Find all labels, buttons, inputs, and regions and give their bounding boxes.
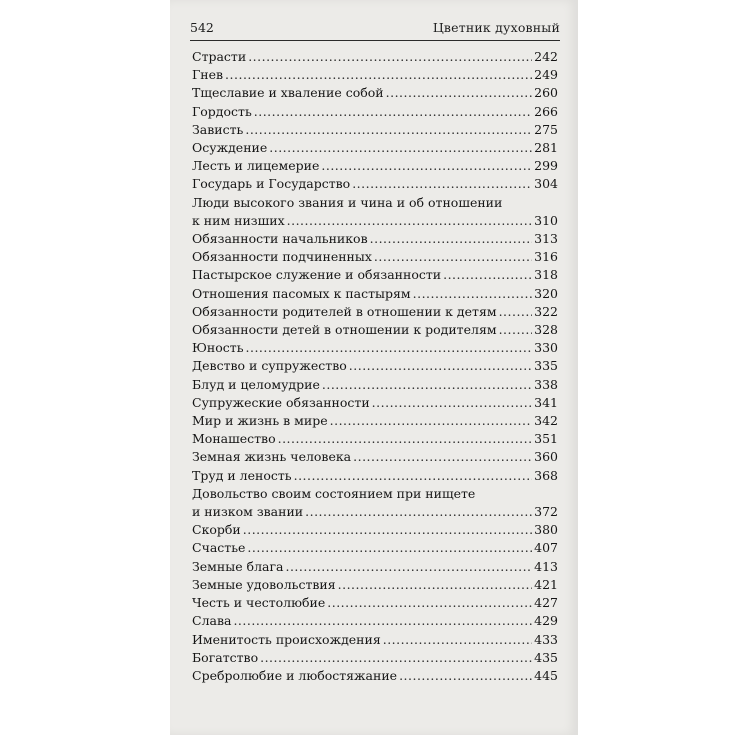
toc-entry-page: 427: [534, 595, 558, 611]
toc-entry-page: 380: [534, 522, 558, 538]
toc-entry: [192, 649, 558, 667]
toc-entry-title: Обязанности начальников: [192, 231, 368, 247]
toc-entry-page: 249: [534, 67, 558, 83]
dot-leader: [499, 303, 533, 321]
dot-leader: [248, 48, 532, 66]
toc-entry: [192, 84, 558, 102]
toc-entry-page: 328: [534, 322, 558, 338]
toc-entry: [192, 157, 558, 175]
dot-leader: [413, 285, 533, 303]
toc-entry-page: 320: [534, 285, 558, 301]
toc-entry: [192, 376, 558, 394]
book-page: [170, 0, 578, 735]
toc-entry-title-line1: Люди высокого звания и чина и об отношении: [192, 194, 503, 210]
toc-entry-title: Супружеские обязанности: [192, 394, 370, 410]
dot-leader: [243, 521, 532, 539]
dot-leader: [287, 212, 533, 230]
toc-entry-page: 413: [534, 558, 558, 574]
toc-entry-page: 338: [534, 376, 558, 392]
toc-entry-page: 313: [534, 231, 558, 247]
toc-entry: [192, 303, 558, 321]
toc-entry-title: Страсти: [192, 49, 247, 64]
toc-entry-title: Обязанности детей в отношении к родителям: [192, 322, 497, 338]
toc-entry-title: Сребролюбие и любостяжание: [192, 667, 398, 683]
toc-entry: [192, 285, 558, 303]
toc-entry: [192, 248, 558, 266]
toc-entry-page: 445: [534, 667, 558, 683]
toc-entry: [192, 48, 558, 66]
toc-entry-title: Именитость происхождения: [192, 631, 381, 647]
toc-entry-page: 242: [534, 49, 558, 64]
toc-entry-title: Земная жизнь человека: [192, 449, 352, 465]
toc-entry: [192, 357, 558, 375]
table-of-contents: [192, 48, 558, 685]
toc-entry-title: Гнев: [192, 67, 224, 83]
toc-entry: [192, 521, 558, 539]
toc-entry: [192, 467, 558, 485]
toc-entry-title: Скорби: [192, 522, 241, 538]
toc-entry-page: 421: [534, 576, 558, 592]
toc-entry-page: 281: [534, 140, 558, 156]
dot-leader: [245, 121, 532, 139]
toc-entry-page: 330: [534, 340, 558, 356]
toc-entry-page: 335: [534, 358, 558, 374]
toc-entry: [192, 485, 558, 521]
dot-leader: [443, 266, 532, 284]
toc-entry: [192, 576, 558, 594]
dot-leader: [330, 412, 533, 430]
toc-entry: [192, 394, 558, 412]
toc-entry-title: Зависть: [192, 121, 244, 137]
toc-entry: [192, 230, 558, 248]
toc-entry-page: 433: [534, 631, 558, 647]
toc-entry-page: 304: [534, 176, 558, 192]
toc-entry-title: Мир и жизнь в мире: [192, 413, 328, 429]
toc-entry-title: Обязанности подчиненных: [192, 249, 372, 265]
toc-entry: [192, 594, 558, 612]
toc-entry: [192, 631, 558, 649]
dot-leader: [269, 139, 532, 157]
toc-entry-page: 435: [534, 649, 558, 665]
toc-entry-title: Отношения пасомых к пастырям: [192, 285, 411, 301]
toc-entry-title: к ним низших: [192, 212, 285, 228]
toc-entry-page: 275: [534, 121, 558, 137]
toc-entry-page: 299: [534, 158, 558, 174]
dot-leader: [374, 248, 532, 266]
dot-leader: [386, 84, 533, 102]
toc-entry: [192, 66, 558, 84]
toc-entry: [192, 194, 558, 230]
dot-leader: [383, 631, 532, 649]
toc-entry-page: 342: [534, 413, 558, 429]
toc-entry-page: 341: [534, 394, 558, 410]
dot-leader: [294, 467, 533, 485]
dot-leader: [285, 558, 532, 576]
dot-leader: [305, 503, 532, 521]
toc-entry-page: 429: [534, 613, 558, 629]
toc-entry-page: 310: [534, 212, 558, 228]
toc-entry: [192, 175, 558, 193]
dot-leader: [233, 612, 532, 630]
toc-entry-title: Гордость: [192, 103, 252, 119]
dot-leader: [399, 667, 532, 685]
toc-entry-title: Обязанности родителей в отношении к детям: [192, 303, 497, 319]
toc-entry-title: Осуждение: [192, 140, 268, 156]
toc-entry-title-line1: Довольство своим состоянием при нищете: [192, 485, 476, 501]
toc-entry-page: 351: [534, 431, 558, 447]
toc-entry: [192, 412, 558, 430]
dot-leader: [225, 66, 532, 84]
toc-entry-title: Девство и супружество: [192, 358, 347, 374]
toc-entry-page: 318: [534, 267, 558, 283]
dot-leader: [278, 430, 533, 448]
toc-entry: [192, 667, 558, 685]
toc-entry-title: Монашество: [192, 431, 276, 447]
toc-entry-page: 260: [534, 85, 558, 101]
dot-leader: [372, 394, 532, 412]
dot-leader: [352, 175, 532, 193]
toc-entry-title: Блуд и целомудрие: [192, 376, 320, 392]
toc-entry-title: Земные удовольствия: [192, 576, 336, 592]
toc-entry-page: 266: [534, 103, 558, 119]
dot-leader: [349, 357, 532, 375]
toc-entry-title: Юность: [192, 340, 244, 356]
dot-leader: [260, 649, 532, 667]
toc-entry: [192, 448, 558, 466]
toc-entry: [192, 103, 558, 121]
toc-entry: [192, 321, 558, 339]
toc-entry-title: Тщеславие и хваление собой: [192, 85, 384, 101]
dot-leader: [370, 230, 533, 248]
toc-entry-title: Труд и леность: [192, 467, 292, 483]
toc-entry-title: Земные блага: [192, 558, 284, 574]
toc-entry-page: 372: [534, 504, 558, 520]
toc-entry-page: 407: [534, 540, 558, 556]
toc-entry: [192, 339, 558, 357]
toc-entry-title: Слава: [192, 613, 232, 629]
toc-entry-page: 360: [534, 449, 558, 465]
toc-entry-title: Пастырское служение и обязанности: [192, 267, 442, 283]
toc-entry-title: Честь и честолюбие: [192, 595, 326, 611]
dot-leader: [499, 321, 533, 339]
dot-leader: [322, 376, 532, 394]
toc-entry-title: Лесть и лицемерие: [192, 158, 320, 174]
dot-leader: [353, 448, 532, 466]
toc-entry: [192, 539, 558, 557]
dot-leader: [246, 339, 533, 357]
page-number: 542: [190, 20, 214, 35]
toc-entry-title: Богатство: [192, 649, 259, 665]
toc-entry-page: 322: [534, 303, 558, 319]
toc-entry-page: 368: [534, 467, 558, 483]
running-title: Цветник духовный: [432, 20, 560, 35]
toc-entry: [192, 139, 558, 157]
dot-leader: [254, 103, 532, 121]
page-header: [190, 18, 560, 41]
dot-leader: [338, 576, 533, 594]
dot-leader: [247, 539, 532, 557]
toc-entry: [192, 612, 558, 630]
toc-entry: [192, 266, 558, 284]
dot-leader: [327, 594, 532, 612]
toc-entry-title: Счастье: [192, 540, 246, 556]
toc-entry-page: 316: [534, 249, 558, 265]
toc-entry: [192, 558, 558, 576]
toc-entry-title: и низком звании: [192, 504, 304, 520]
toc-entry: [192, 121, 558, 139]
dot-leader: [321, 157, 532, 175]
toc-entry-title: Государь и Государство: [192, 176, 351, 192]
toc-entry: [192, 430, 558, 448]
